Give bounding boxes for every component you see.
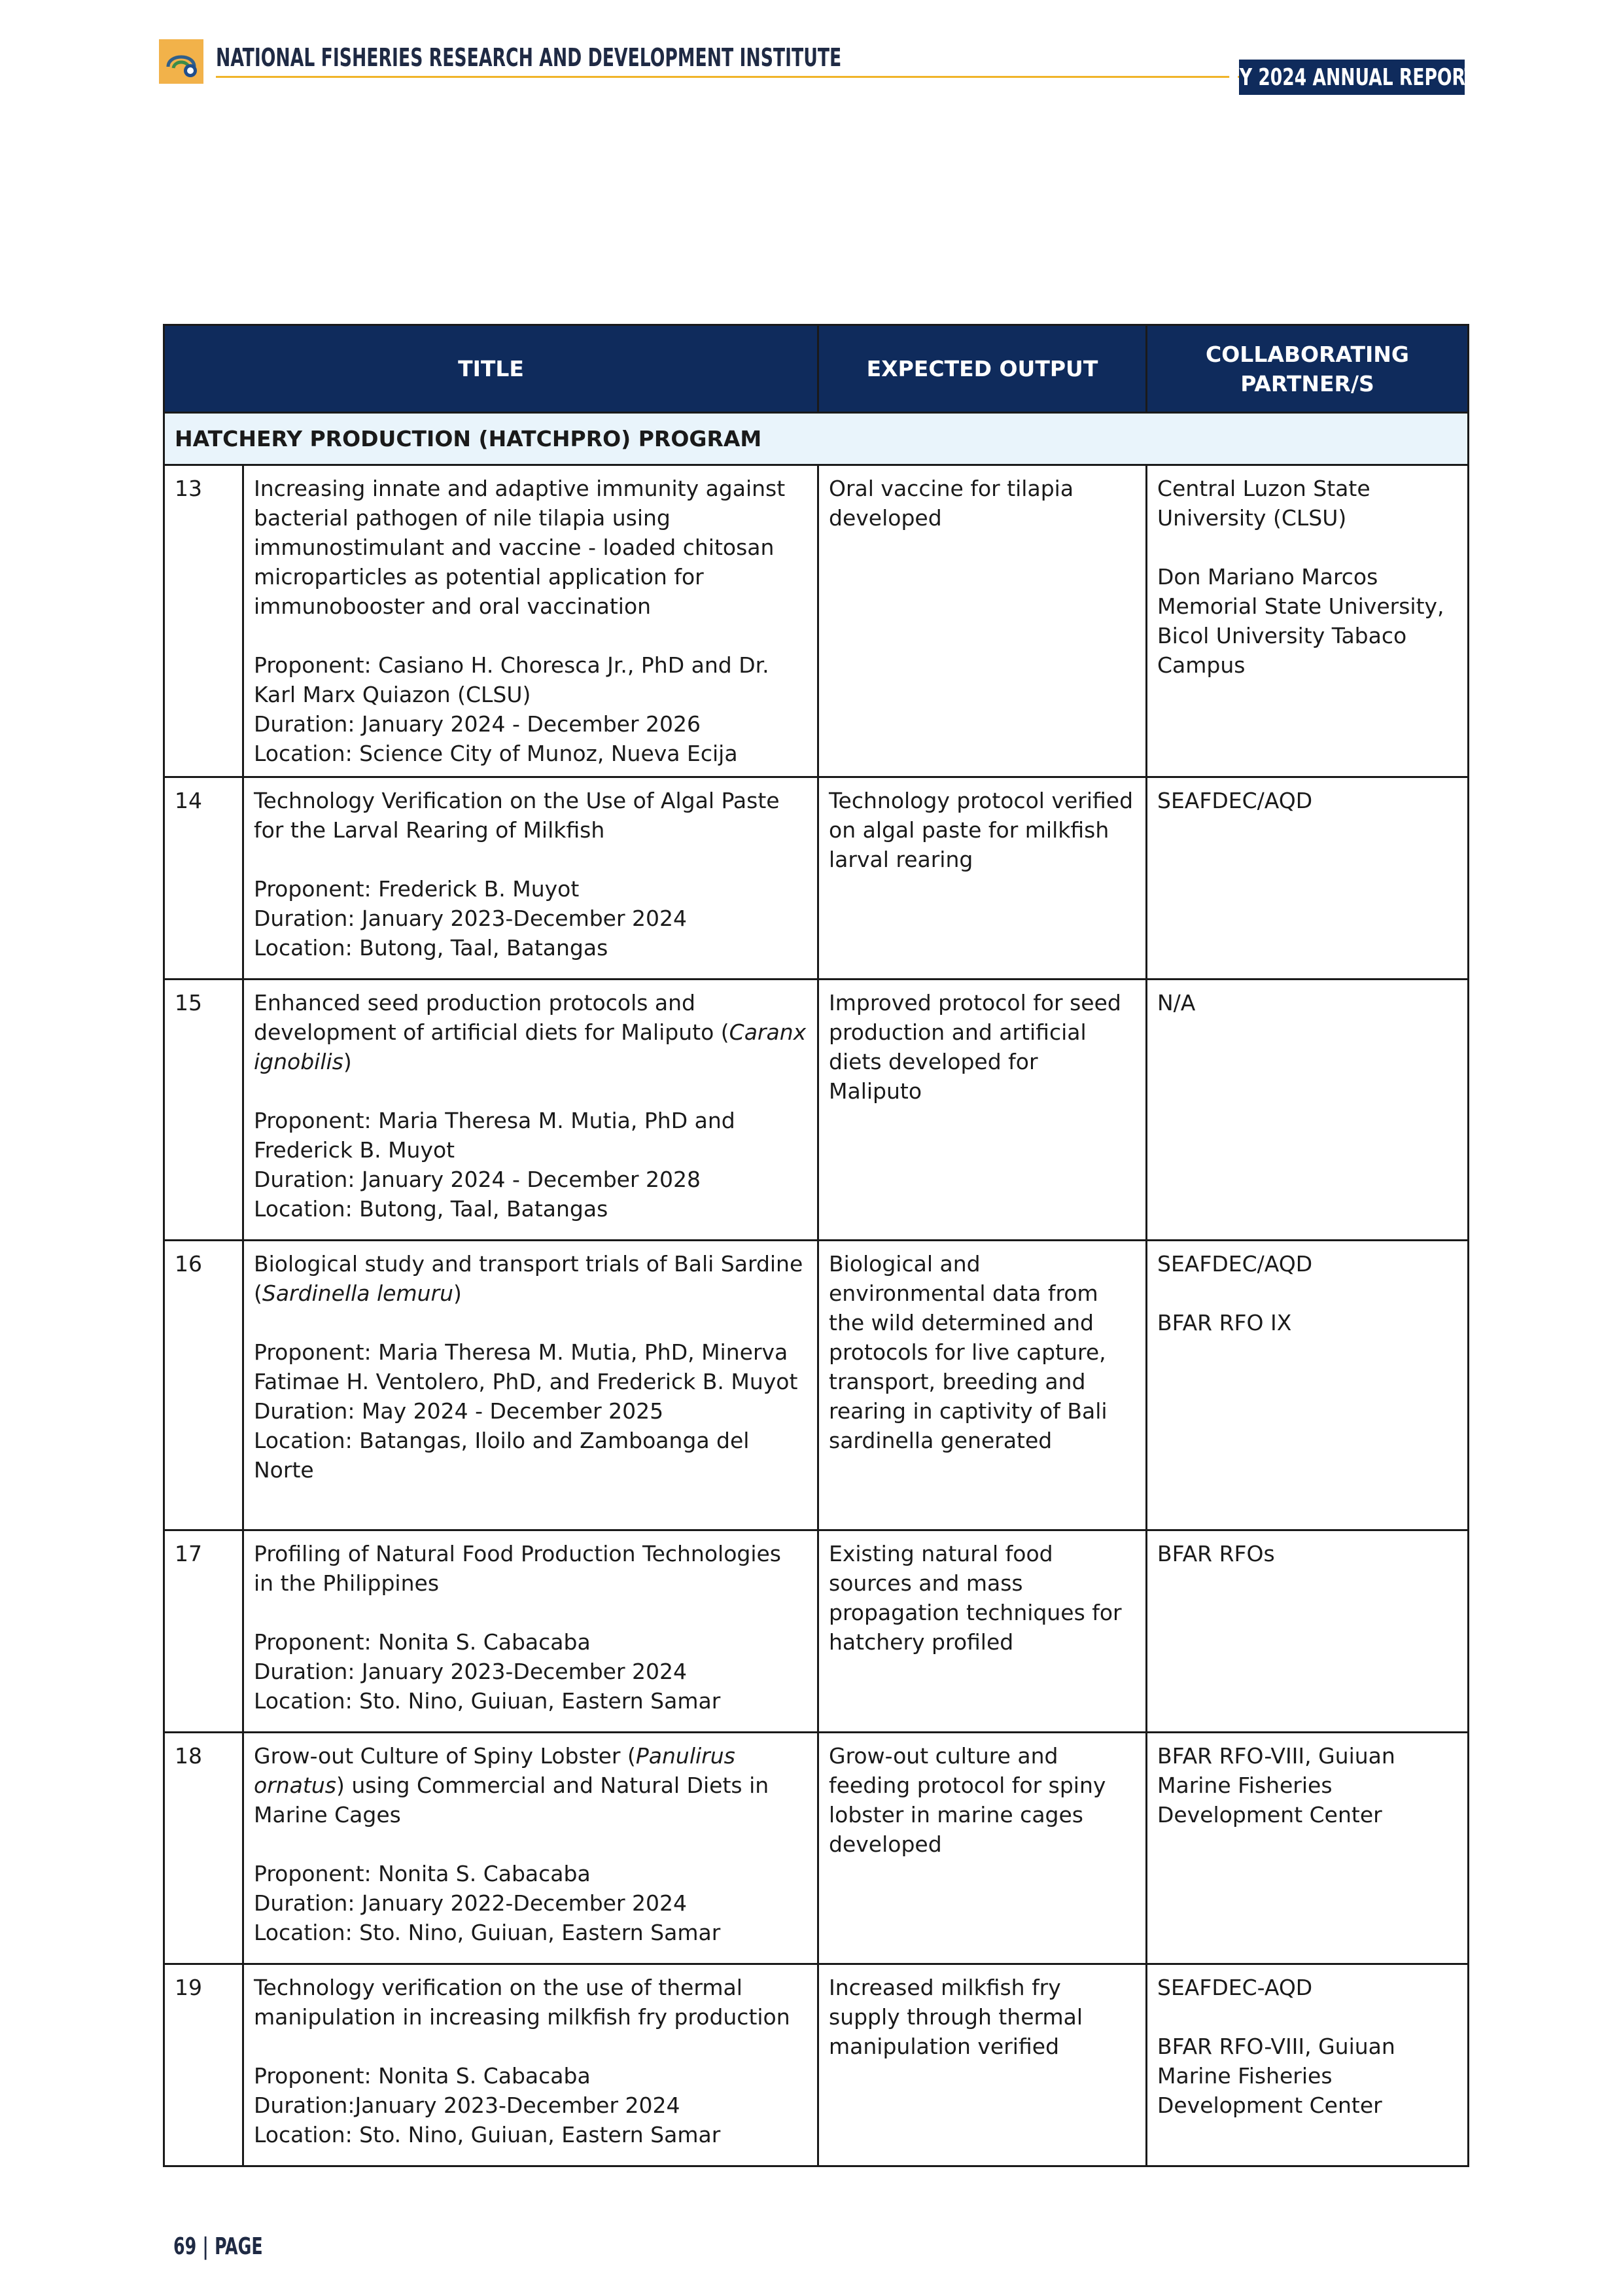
project-location: Location: Batangas, Iloilo and Zamboanga del Norte bbox=[254, 1428, 750, 1483]
project-title: Enhanced seed production protocols and development of artificial diets for Maliputo (Caranx ignobilis) bbox=[254, 990, 807, 1074]
table-row bbox=[164, 980, 1469, 1241]
partners-cell bbox=[1147, 980, 1469, 1241]
project-title: Grow-out Culture of Spiny Lobster (Panulirus ornatus) using Commercial and Natural Diets in Marine Cages bbox=[254, 1743, 769, 1828]
partners-cell bbox=[1147, 465, 1469, 777]
project-location: Location: Sto. Nino, Guiuan, Eastern Samar bbox=[254, 2122, 721, 2147]
row-title-cell bbox=[243, 777, 818, 980]
row-number: 15 bbox=[164, 980, 243, 1241]
project-location: Location: Science City of Munoz, Nueva Ecija bbox=[254, 741, 738, 766]
project-location: Location: Sto. Nino, Guiuan, Eastern Samar bbox=[254, 1688, 721, 1714]
report-label: FY 2024 ANNUAL REPORT bbox=[1227, 63, 1476, 91]
project-title: Technology Verification on the Use of Algal Paste for the Larval Rearing of Milkfish bbox=[254, 788, 780, 843]
project-duration: Duration: January 2024 - December 2028 bbox=[254, 1167, 701, 1192]
partner: SEAFDEC/AQD bbox=[1157, 1251, 1313, 1277]
partner: BFAR RFO-VIII, Guiuan Marine Fisheries Development Center bbox=[1157, 1743, 1395, 1828]
table-row bbox=[164, 465, 1469, 777]
row-title-cell bbox=[243, 1530, 818, 1733]
project-duration: Duration:January 2023-December 2024 bbox=[254, 2093, 680, 2118]
table-row bbox=[164, 1241, 1469, 1530]
header-rule bbox=[216, 76, 1242, 78]
partners-cell bbox=[1147, 1241, 1469, 1530]
page-footer bbox=[173, 2233, 263, 2260]
project-duration: Duration: January 2023-December 2024 bbox=[254, 1659, 688, 1684]
project-title: Biological study and transport trials of Bali Sardine (Sardinella lemuru) bbox=[254, 1251, 803, 1306]
partner: SEAFDEC/AQD bbox=[1157, 788, 1313, 813]
partner: BFAR RFO-VIII, Guiuan Marine Fisheries Development Center bbox=[1157, 2034, 1395, 2118]
row-number: 18 bbox=[164, 1733, 243, 1964]
row-number: 16 bbox=[164, 1241, 243, 1530]
project-proponent: Proponent: Nonita S. Cabacaba bbox=[254, 1629, 591, 1655]
col-header-expected-output: EXPECTED OUTPUT bbox=[818, 325, 1147, 413]
program-name: HATCHERY PRODUCTION (HATCHPRO) PROGRAM bbox=[164, 413, 1469, 465]
project-location: Location: Butong, Taal, Batangas bbox=[254, 1196, 608, 1222]
partner: SEAFDEC-AQD bbox=[1157, 1975, 1313, 2000]
row-number: 17 bbox=[164, 1530, 243, 1733]
partner: N/A bbox=[1157, 990, 1196, 1016]
project-title: Technology verification on the use of thermal manipulation in increasing milkfish fry production bbox=[254, 1975, 790, 2030]
table-row bbox=[164, 1530, 1469, 1733]
project-proponent: Proponent: Frederick B. Muyot bbox=[254, 876, 580, 902]
scientific-name: Panulirus ornatus bbox=[254, 1743, 735, 1798]
table-header-row bbox=[164, 325, 1469, 413]
row-number: 19 bbox=[164, 1964, 243, 2166]
row-number: 14 bbox=[164, 777, 243, 980]
partners-cell bbox=[1147, 1530, 1469, 1733]
project-proponent: Proponent: Casiano H. Choresca Jr., PhD and Dr. Karl Marx Quiazon (CLSU) bbox=[254, 652, 769, 707]
col-header-title: TITLE bbox=[164, 325, 818, 413]
project-location: Location: Butong, Taal, Batangas bbox=[254, 935, 608, 961]
expected-output: Improved protocol for seed production and artificial diets developed for Maliputo bbox=[818, 980, 1147, 1241]
project-location: Location: Sto. Nino, Guiuan, Eastern Samar bbox=[254, 1920, 721, 1945]
scientific-name: Sardinella lemuru bbox=[262, 1280, 454, 1306]
table-row bbox=[164, 1733, 1469, 1964]
row-title-cell bbox=[243, 1964, 818, 2166]
expected-output: Oral vaccine for tilapia developed bbox=[818, 465, 1147, 777]
partners-cell bbox=[1147, 1964, 1469, 2166]
project-duration: Duration: May 2024 - December 2025 bbox=[254, 1398, 664, 1424]
project-duration: Duration: January 2023-December 2024 bbox=[254, 906, 688, 931]
partner: BFAR RFO IX bbox=[1157, 1310, 1292, 1335]
expected-output: Grow-out culture and feeding protocol for spiny lobster in marine cages developed bbox=[818, 1733, 1147, 1964]
project-proponent: Proponent: Maria Theresa M. Mutia, PhD, Minerva Fatimae H. Ventolero, PhD, and Frederick B. Muyot bbox=[254, 1339, 798, 1394]
row-title-cell bbox=[243, 465, 818, 777]
project-duration: Duration: January 2024 - December 2026 bbox=[254, 711, 701, 737]
report-badge bbox=[1227, 60, 1476, 95]
expected-output: Technology protocol verified on algal paste for milkfish larval rearing bbox=[818, 777, 1147, 980]
nfrdi-logo-icon bbox=[159, 39, 203, 84]
page-label: PAGE bbox=[215, 2233, 263, 2260]
partners-cell bbox=[1147, 777, 1469, 980]
partners-cell bbox=[1147, 1733, 1469, 1964]
row-title-cell bbox=[243, 1241, 818, 1530]
org-name: NATIONAL FISHERIES RESEARCH AND DEVELOPMENT INSTITUTE bbox=[216, 43, 842, 72]
table-row bbox=[164, 1964, 1469, 2166]
program-row bbox=[164, 413, 1469, 465]
row-title-cell bbox=[243, 1733, 818, 1964]
expected-output: Biological and environmental data from the wild determined and protocols for live capture, transport, breeding and rearing in captivity of Bali sardinella generated bbox=[818, 1241, 1147, 1530]
footer-separator: | bbox=[202, 2233, 209, 2260]
scientific-name: Caranx ignobilis bbox=[254, 1019, 807, 1074]
page-number: 69 bbox=[173, 2233, 197, 2260]
expected-output: Existing natural food sources and mass propagation techniques for hatchery profiled bbox=[818, 1530, 1147, 1733]
expected-output: Increased milkfish fry supply through thermal manipulation verified bbox=[818, 1964, 1147, 2166]
table-row bbox=[164, 777, 1469, 980]
partner: Central Luzon State University (CLSU) bbox=[1157, 476, 1370, 531]
project-proponent: Proponent: Nonita S. Cabacaba bbox=[254, 2063, 591, 2089]
col-header-partners: COLLABORATING PARTNER/S bbox=[1147, 325, 1469, 413]
project-title: Profiling of Natural Food Production Technologies in the Philippines bbox=[254, 1541, 782, 1596]
row-title-cell bbox=[243, 980, 818, 1241]
project-title: Increasing innate and adaptive immunity against bacterial pathogen of nile tilapia using immunostimulant and vaccine - loaded chitosan microparticles as potential application for immunobooster and oral vaccination bbox=[254, 476, 786, 619]
partner: Don Mariano Marcos Memorial State University, Bicol University Tabaco Campus bbox=[1157, 564, 1444, 678]
projects-table bbox=[163, 324, 1469, 2167]
project-proponent: Proponent: Maria Theresa M. Mutia, PhD and Frederick B. Muyot bbox=[254, 1108, 735, 1163]
row-number: 13 bbox=[164, 465, 243, 777]
partner: BFAR RFOs bbox=[1157, 1541, 1275, 1566]
project-duration: Duration: January 2022-December 2024 bbox=[254, 1890, 688, 1916]
project-proponent: Proponent: Nonita S. Cabacaba bbox=[254, 1861, 591, 1886]
